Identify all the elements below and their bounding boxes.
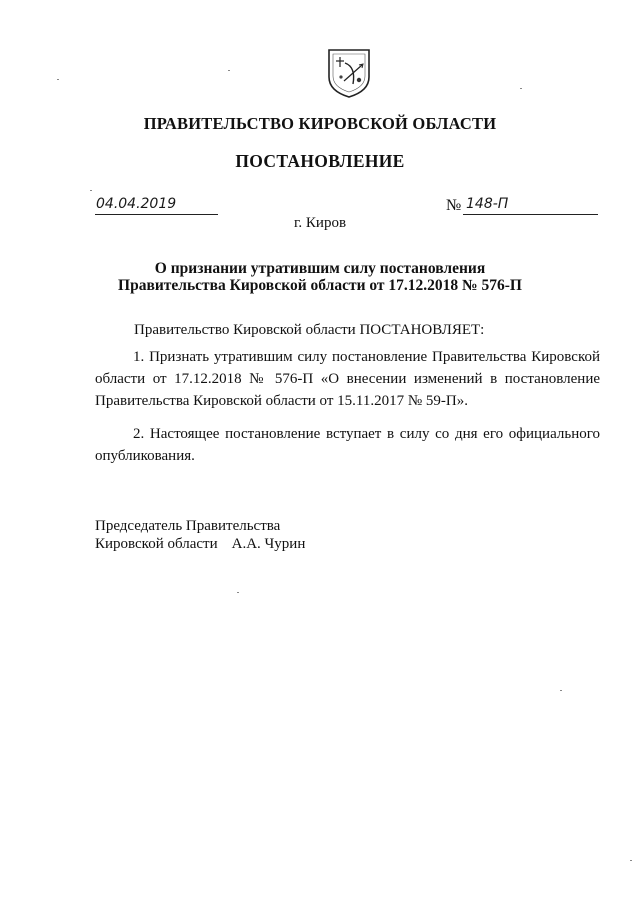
government-title: ПРАВИТЕЛЬСТВО КИРОВСКОЙ ОБЛАСТИ (143, 114, 497, 133)
preamble: Правительство Кировской области ПОСТАНОВЛЯЕТ: (134, 322, 485, 338)
number-field (463, 197, 598, 215)
scan-speck (237, 592, 239, 593)
scan-speck (228, 70, 230, 71)
date-field (95, 197, 218, 215)
scan-speck (630, 860, 632, 861)
subject-line-2: Правительства Кировской области от 17.12.2018 № 576-П (118, 277, 522, 294)
kirov-region-coat-of-arms-icon (326, 47, 372, 99)
signature-block (95, 517, 305, 553)
scan-speck (560, 690, 562, 691)
handwritten-date: 04.04.2019 (96, 196, 177, 212)
scan-speck (90, 190, 92, 191)
handwritten-number: 148-П (466, 196, 509, 212)
signatory-position-line-1: Председатель Правительства (95, 518, 281, 534)
signatory-position-line-2: Кировской области (95, 536, 218, 552)
paragraph-2: 2. Настоящее постановление вступает в силу со дня его официального опубликования. (95, 426, 600, 464)
subject-line-1: О признании утратившим силу постановления (154, 260, 486, 277)
signatory-name: А.А. Чурин (231, 536, 306, 552)
document-type-title: ПОСТАНОВЛЕНИЕ (235, 151, 405, 171)
paragraph-1: 1. Признать утратившим силу постановление Правительства Кировской области от 17.12.2018 № 576-П «О внесении изменений в постановление Правительства Кировской области от 15.11.2017 № 59-П». (95, 349, 600, 409)
number-sign: № (446, 197, 462, 214)
scan-speck (57, 79, 59, 80)
scan-speck (520, 88, 522, 89)
document-subject (0, 260, 640, 294)
city-label: г. Киров (293, 215, 347, 231)
